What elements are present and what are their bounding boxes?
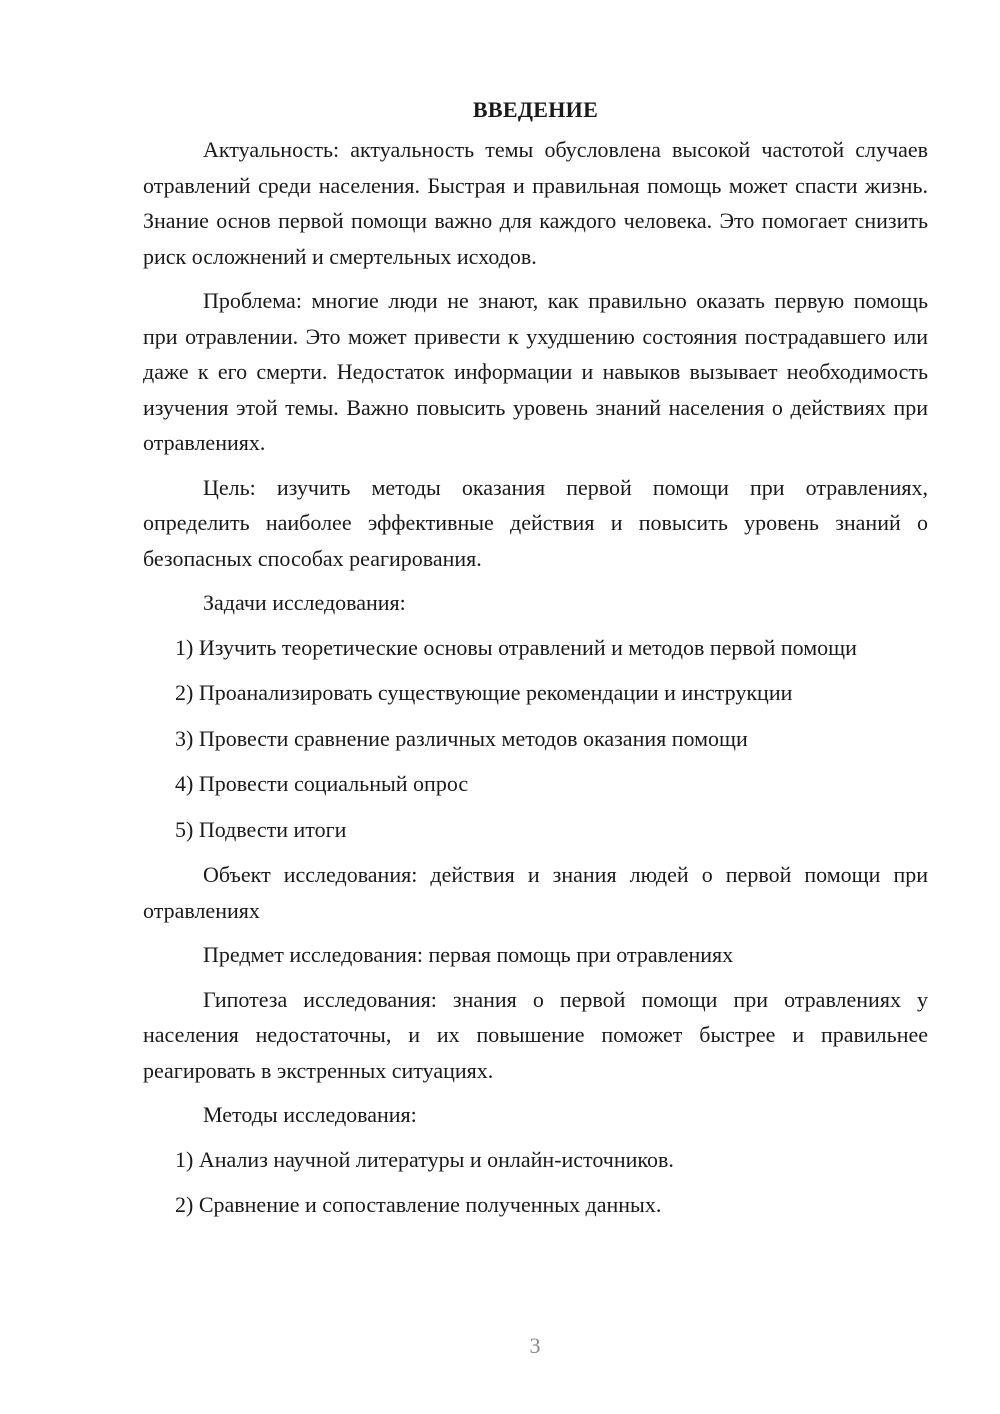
subject-paragraph: Предмет исследования: первая помощь при отравлениях [203,942,734,967]
section-heading: ВВЕДЕНИЕ [472,97,599,122]
task-item-5: 5) Подвести итоги [175,816,347,842]
methods-title: Методы исследования: [203,1102,417,1127]
task-item-4: 4) Провести социальный опрос [175,771,469,796]
relevance-paragraph: Актуальность: актуальность темы обусловлена высокой частотой случаев отравлений среди населения. Быстрая и правильная помощь может спасти жизнь. Знание основ первой помощи важно для каждого человека. Это помогает снизить риск осложнений и смертельных исходов. [143,137,928,269]
document-page [143,92,928,1233]
goal-paragraph: Цель: изучить методы оказания первой помощи при отравлениях, определить наиболее эффективные действия и повысить уровень знаний о безопасных способах реагирования. [143,474,928,571]
problem-paragraph: Проблема: многие люди не знают, как правильно оказать первую помощь при отравлении. Это может привести к ухудшению состояния пострадавшего или даже к его смерти. Недостаток информации и навыков вызывает необходимость изучения этой темы. Важно повысить уровень знаний населения о действиях при отравлениях. [143,288,928,455]
task-item-3: 3) Провести сравнение различных методов оказания помощи [175,725,748,751]
task-item-1: 1) Изучить теоретические основы отравлений и методов первой помощи [175,634,857,660]
object-paragraph: Объект исследования: действия и знания людей о первой помощи при отравлениях [143,862,928,923]
tasks-title: Задачи исследования: [203,590,406,615]
task-item-2: 2) Проанализировать существующие рекомендации и инструкции [175,680,793,705]
hypothesis-paragraph: Гипотеза исследования: знания о первой помощи при отравлениях у населения недостаточны, и их повышение поможет быстрее и правильнее реагировать в экстренных ситуациях. [143,986,928,1083]
page-number: 3 [529,1333,541,1358]
method-item-1: 1) Анализ научной литературы и онлайн-источников. [175,1146,674,1172]
method-item-2: 2) Сравнение и сопоставление полученных данных. [175,1192,662,1217]
